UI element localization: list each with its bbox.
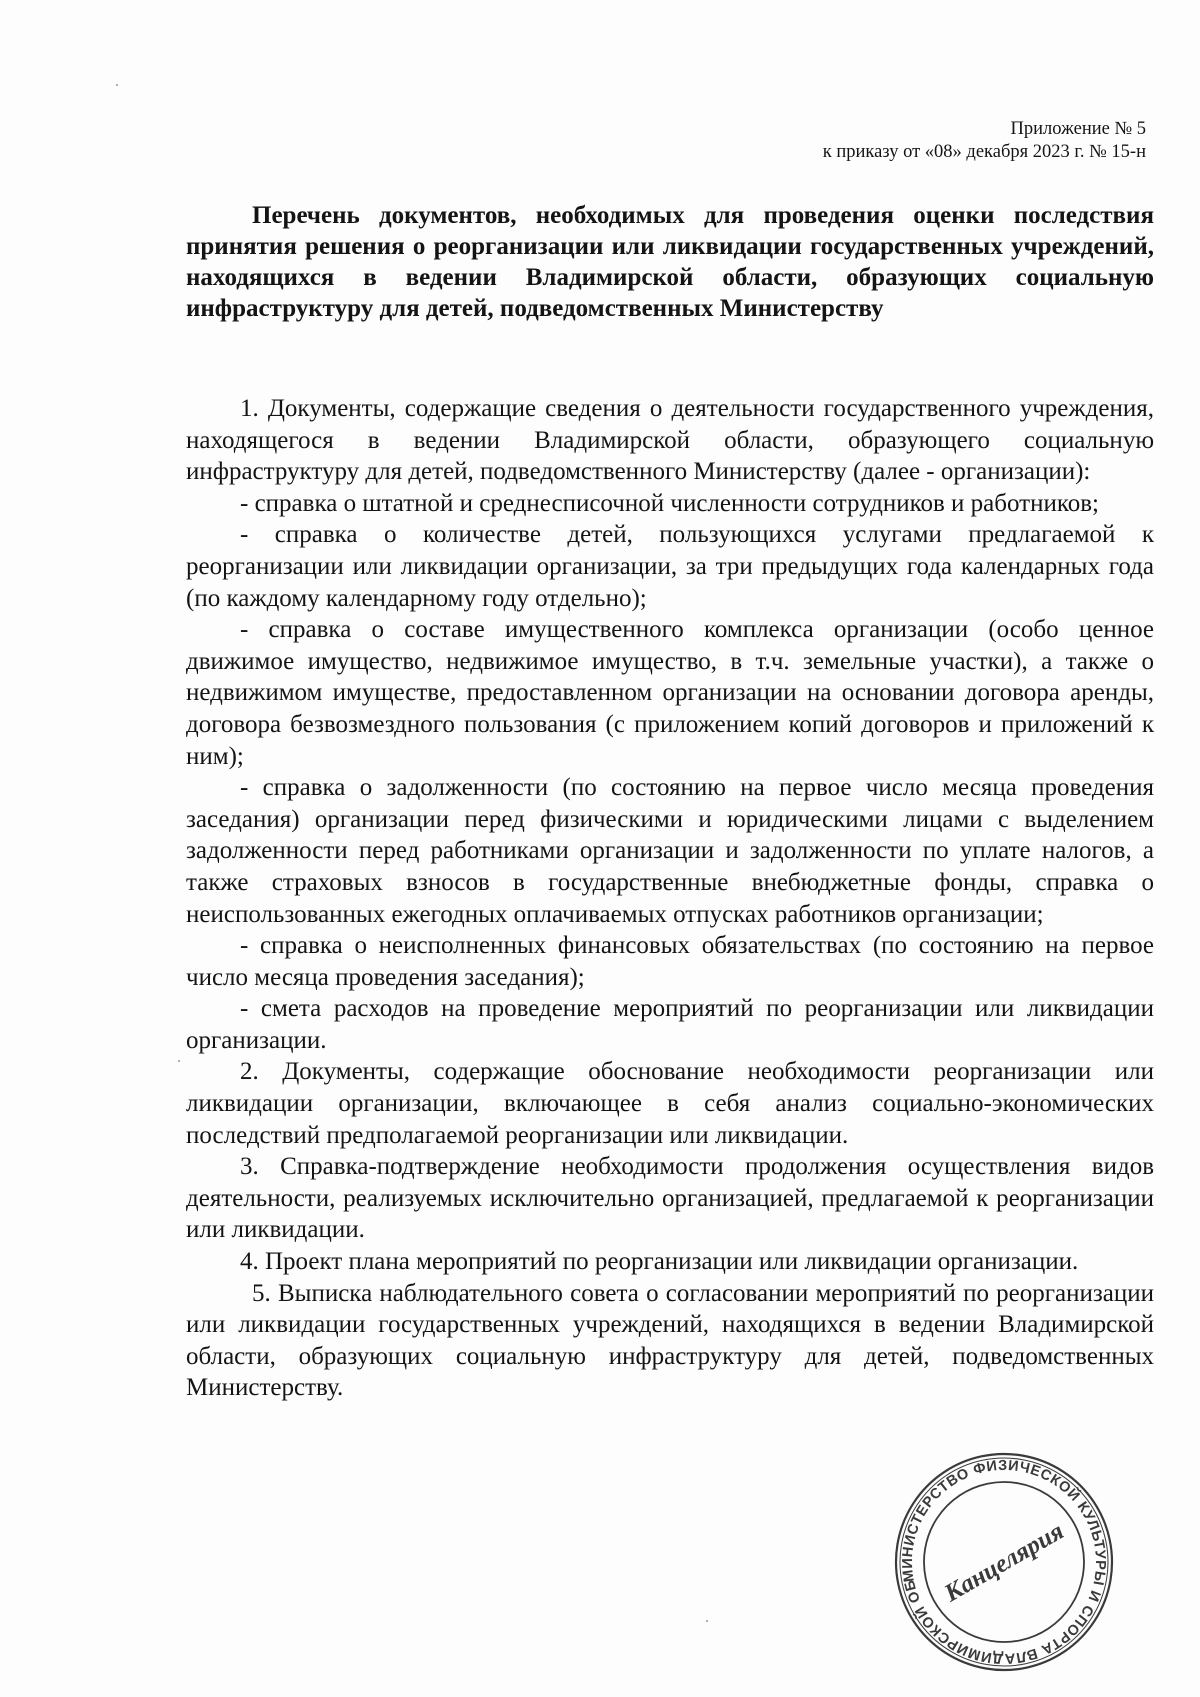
stamp-ring-text: МИНИСТЕРСТВО ФИЗИЧЕСКОЙ КУЛЬТУРЫ И СПОРТА ВЛАДИМИРСКОЙ ОБЛАСТИ bbox=[899, 1457, 1109, 1667]
paragraph-item-4: 4. Проект плана мероприятий по реорганизации или ликвидации организации. bbox=[240, 1248, 1079, 1276]
list-item-children-certificate: - справка о количестве детей, пользующихся услугами предлагаемой к реорганизации или ликвидации организации, за три предыдущих года календарных года (по каждому календарному году отдельно); bbox=[186, 521, 1154, 612]
paragraph-item-5: 5. Выписка наблюдательного совета о согласовании мероприятий по реорганизации или ликвидации государственных учреждений, находящихся в ведении Владимирской области, образующих социальную инфраструктуру для детей, подведомственных Министерству. bbox=[186, 1279, 1154, 1402]
official-stamp bbox=[892, 1450, 1116, 1674]
appendix-number: Приложение № 5 bbox=[1010, 119, 1146, 139]
list-item-obligations-certificate: - справка о неисполненных финансовых обязательствах (по состоянию на первое число месяца проведения заседания); bbox=[186, 932, 1154, 991]
list-item-staff-certificate: - справка о штатной и среднесписочной численности сотрудников и работников; bbox=[240, 489, 1099, 517]
scan-speck bbox=[178, 1060, 180, 1062]
list-item-property-certificate: - справка о составе имущественного комплекса организации (особо ценное движимое имущество, недвижимое имущество, в т.ч. земельные участки), а также о недвижимом имуществе, предоставленном организации на основании договора аренды, договора безвозмездного пользования (с приложением копий договоров и приложений к ним); bbox=[186, 616, 1154, 770]
list-item-debt-certificate: - справка о задолженности (по состоянию на первое число месяца проведения заседания) организации перед физическими и юридическими лицами с выделением задолженности перед работниками организации и задолженности по уплате налогов, а также страховых взносов в государственные внебюджетные фонды, справка о неиспользованных ежегодных оплачиваемых отпусках работников организации; bbox=[186, 774, 1154, 928]
paragraph-item-2: 2. Документы, содержащие обоснование необходимости реорганизации или ликвидации организации, включающее в себя анализ социально-экономических последствий предполагаемой реорганизации или ликвидации. bbox=[186, 1058, 1154, 1149]
appendix-header bbox=[823, 118, 1146, 164]
paragraph-item-3: 3. Справка-подтверждение необходимости продолжения осуществления видов деятельности, реализуемых исключительно организацией, предлагаемой к реорганизации или ликвидации. bbox=[186, 1153, 1154, 1244]
document-body bbox=[186, 393, 1154, 1404]
paragraph-item-1: 1. Документы, содержащие сведения о деятельности государственного учреждения, находящегося в ведении Владимирской области, образующего социальную инфраструктуру для детей, подведомственного Министерству (далее - организации): bbox=[186, 395, 1154, 486]
list-item-expense-estimate: - смета расходов на проведение мероприятий по реорганизации или ликвидации организации. bbox=[186, 995, 1154, 1054]
stamp-center-text: Канцелярия bbox=[940, 1517, 1069, 1608]
order-reference: к приказу от «08» декабря 2023 г. № 15-н bbox=[822, 142, 1146, 162]
scan-speck bbox=[116, 84, 118, 86]
scan-speck bbox=[706, 1620, 708, 1622]
document-title: Перечень документов, необходимых для проведения оценки последствия принятия решения о реорганизации или ликвидации государственных учреждений, находящихся в ведении Владимирской области, образующих социальную инфраструктуру для детей, подведомственных Министерству bbox=[186, 202, 1154, 322]
